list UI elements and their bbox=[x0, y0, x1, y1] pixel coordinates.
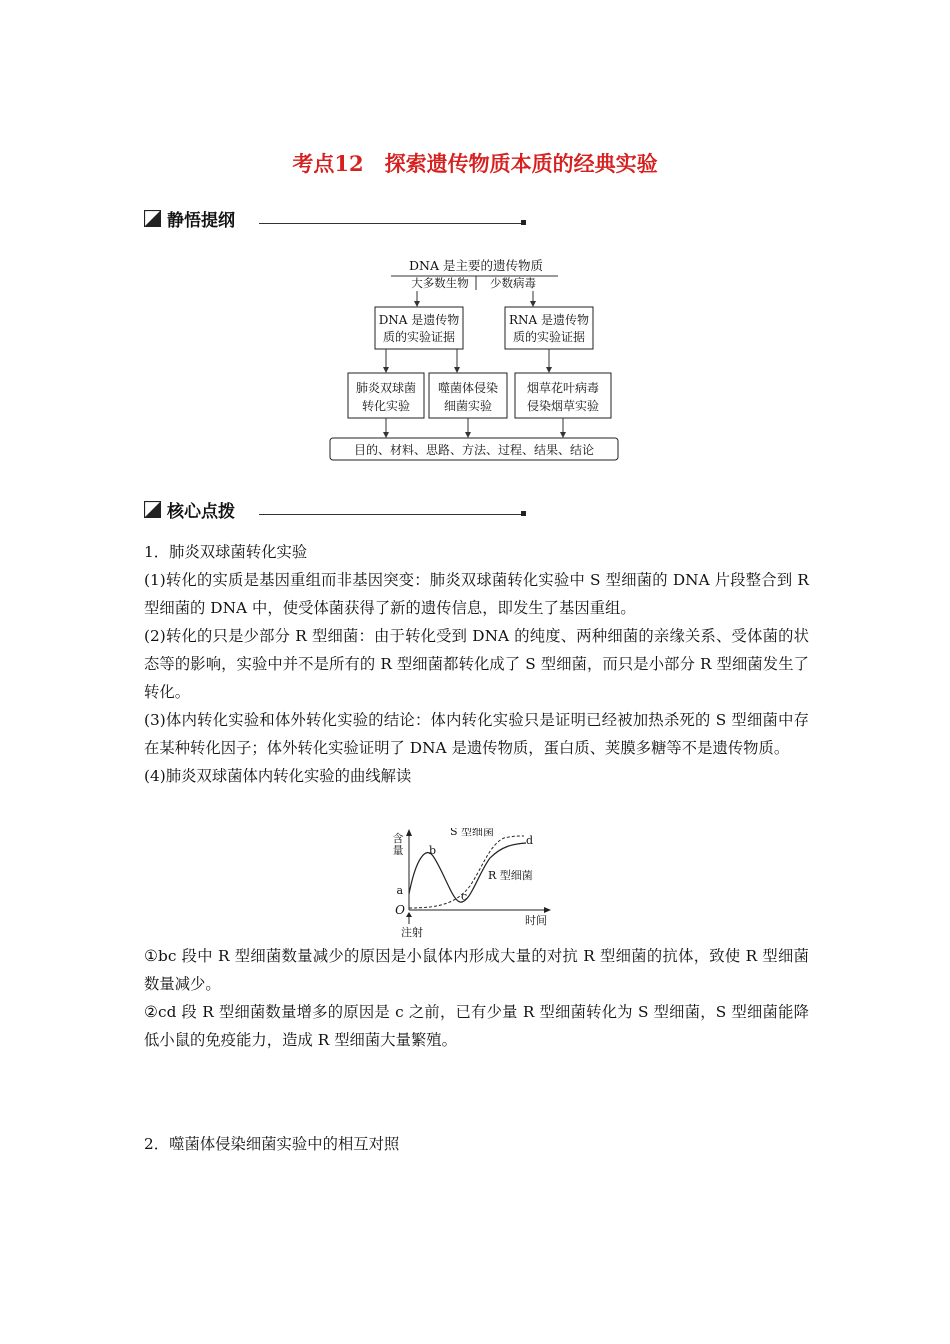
curve-origin: O bbox=[395, 903, 405, 917]
diagram-exp2-line1: 噬菌体侵染 bbox=[437, 381, 499, 395]
explanation-2: ②cd 段 R 型细菌数量增多的原因是 c 之前，已有少量 R 型细菌转化为 S 型细菌，S 型细菌能降低小鼠的免疫能力，造成 R 型细菌大量繁殖。 bbox=[144, 1003, 809, 1049]
diagram-exp1-line2: 转化实验 bbox=[361, 399, 411, 413]
diagram-right-sub: 少数病毒 bbox=[490, 276, 536, 290]
diagram-rna-line2: 质的实验证据 bbox=[512, 330, 586, 344]
curve-point-c: c bbox=[461, 890, 468, 903]
section-title-core: 核心点拨 bbox=[167, 501, 235, 522]
diagram-exp1-line1: 肺炎双球菌 bbox=[355, 381, 417, 395]
section-header-core bbox=[144, 497, 534, 521]
diagram-exp2-line2: 细菌实验 bbox=[443, 399, 493, 413]
curve-s-label: S 型细菌 bbox=[450, 828, 495, 838]
section-marker-icon bbox=[144, 501, 161, 518]
diagram-exp3-line2: 侵染烟草实验 bbox=[526, 399, 600, 413]
section-rule-end bbox=[521, 511, 526, 516]
curve-r-label: R 型细菌 bbox=[488, 869, 533, 882]
heading-1: 1．肺炎双球菌转化实验 bbox=[144, 543, 308, 561]
section-marker-icon bbox=[144, 210, 161, 227]
core-text-block bbox=[144, 538, 809, 790]
page-title: 考点12 探索遗传物质本质的经典实验 bbox=[292, 151, 658, 176]
curve-explanation-block bbox=[144, 942, 809, 1054]
diagram-top: DNA 是主要的遗传物质 bbox=[409, 258, 543, 273]
curve-point-d: d bbox=[526, 834, 534, 847]
diagram-bottom: 目的、材料、思路、方法、过程、结果、结论 bbox=[353, 443, 595, 457]
section-rule bbox=[259, 514, 521, 515]
section-rule-end bbox=[521, 220, 526, 225]
curve-x-label: 时间 bbox=[525, 914, 547, 927]
diagram-rna-line1: RNA 是遗传物 bbox=[508, 313, 590, 327]
section-rule bbox=[259, 223, 521, 224]
paragraph-2: (2)转化的只是少部分 R 型细菌：由于转化受到 DNA 的纯度、两种细菌的亲缘关系、受体菌的状态等的影响，实验中并不是所有的 R 型细菌都转化成了 S 型细菌，而只是小部分 R 型细菌发生了转化。 bbox=[144, 627, 809, 701]
paragraph-4: (4)肺炎双球菌体内转化实验的曲线解读 bbox=[144, 767, 412, 785]
curve-y-label-2: 量 bbox=[392, 844, 404, 857]
section-header-outline bbox=[144, 206, 534, 230]
heading-2: 2．噬菌体侵染细菌实验中的相互对照 bbox=[144, 1135, 400, 1153]
growth-curve-figure bbox=[378, 828, 558, 940]
heading-2-block bbox=[144, 1130, 809, 1158]
diagram-dna-line1: DNA 是遗传物 bbox=[378, 313, 460, 327]
curve-inject-label: 注射 bbox=[401, 926, 423, 939]
diagram-dna-line2: 质的实验证据 bbox=[382, 330, 456, 344]
diagram-exp3-line1: 烟草花叶病毒 bbox=[526, 381, 600, 395]
diagram-left-sub: 大多数生物 bbox=[411, 276, 469, 290]
paragraph-1: (1)转化的实质是基因重组而非基因突变：肺炎双球菌转化实验中 S 型细菌的 DNA 片段整合到 R 型细菌的 DNA 中，使受体菌获得了新的遗传信息，即发生了基因重组。 bbox=[144, 571, 809, 617]
explanation-1: ①bc 段中 R 型细菌数量减少的原因是小鼠体内形成大量的对抗 R 型细菌的抗体，致使 R 型细菌数量减少。 bbox=[144, 947, 809, 993]
curve-y-label-1: 含 bbox=[392, 832, 404, 845]
paragraph-3: (3)体内转化实验和体外转化实验的结论：体内转化实验只是证明已经被加热杀死的 S 型细菌中存在某种转化因子；体外转化实验证明了 DNA 是遗传物质，蛋白质、荚膜多糖等不是遗传物质。 bbox=[144, 711, 809, 757]
concept-diagram bbox=[328, 255, 620, 465]
curve-point-a: a bbox=[396, 884, 403, 897]
section-title-outline: 静悟提纲 bbox=[167, 210, 235, 231]
curve-point-b: b bbox=[429, 844, 437, 857]
